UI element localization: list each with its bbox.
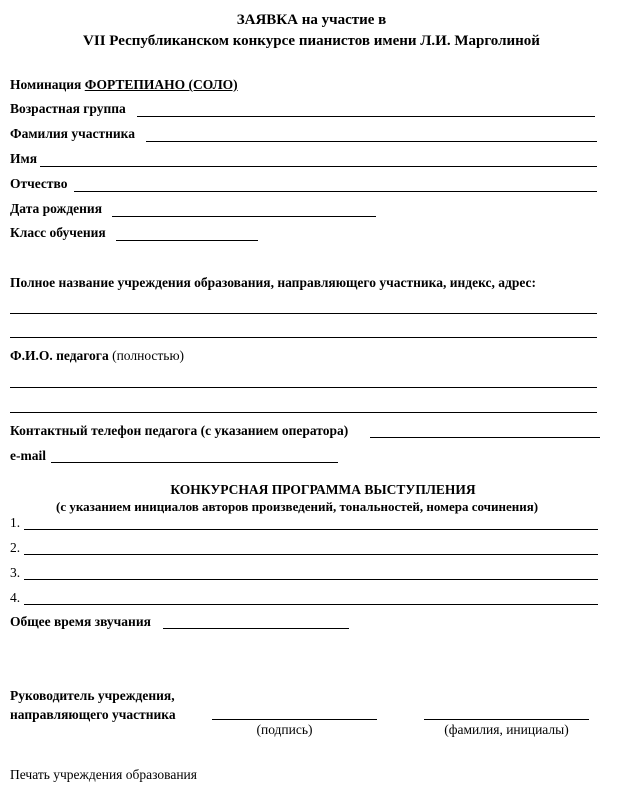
- head-label-line-1: Руководитель учреждения,: [10, 688, 175, 703]
- program-title: КОНКУРСНАЯ ПРОГРАММА ВЫСТУПЛЕНИЯ: [170, 482, 476, 497]
- name-field[interactable]: [40, 166, 597, 167]
- program-item-number: 2.: [10, 540, 21, 555]
- patronymic-field[interactable]: [74, 191, 597, 192]
- teacher-label-row: [10, 348, 184, 364]
- teacher-label-note: (полностью): [108, 348, 185, 363]
- surname-label: Фамилия участника: [10, 126, 135, 141]
- program-item-number: 3.: [10, 565, 21, 580]
- institution-field-line-1[interactable]: [10, 313, 597, 314]
- institution-label: Полное название учреждения образования, направляющего участника, индекс, адрес:: [10, 275, 536, 290]
- program-item-field-3[interactable]: [24, 579, 598, 580]
- email-field[interactable]: [51, 462, 338, 463]
- study-class-label: Класс обучения: [10, 225, 106, 240]
- birth-date-field[interactable]: [112, 216, 376, 217]
- teacher-phone-label: Контактный телефон педагога (с указанием оператора): [10, 423, 349, 438]
- total-time-field[interactable]: [163, 628, 349, 629]
- birth-date-label: Дата рождения: [10, 201, 103, 216]
- teacher-label: Ф.И.О. педагога: [10, 348, 109, 363]
- head-label-line-2: направляющего участника: [10, 707, 176, 722]
- total-time-label: Общее время звучания: [10, 614, 151, 629]
- study-class-field[interactable]: [116, 240, 258, 241]
- signature-caption: (подпись): [256, 722, 313, 737]
- email-label: e-mail: [10, 448, 46, 463]
- teacher-phone-field[interactable]: [370, 437, 600, 438]
- name-label: Имя: [10, 151, 37, 166]
- teacher-field-line-2[interactable]: [10, 412, 597, 413]
- head-name-field[interactable]: [424, 719, 589, 720]
- surname-field[interactable]: [146, 141, 597, 142]
- program-item-number: 4.: [10, 590, 21, 605]
- program-item-number: 1.: [10, 515, 21, 530]
- nomination-value: ФОРТЕПИАНО (СОЛО): [84, 77, 238, 92]
- program-subtitle: (с указанием инициалов авторов произведений, тональностей, номера сочинения): [56, 499, 539, 514]
- nomination-label: Номинация: [10, 77, 85, 92]
- nomination-row: [10, 77, 238, 93]
- program-item-field-4[interactable]: [24, 604, 598, 605]
- program-item-field-2[interactable]: [24, 554, 598, 555]
- name-caption: (фамилия, инициалы): [444, 722, 569, 737]
- age-group-field[interactable]: [137, 116, 595, 117]
- form-title: ЗАЯВКА на участие в: [236, 12, 387, 28]
- stamp-label: Печать учреждения образования: [10, 767, 197, 782]
- institution-field-line-2[interactable]: [10, 337, 597, 338]
- signature-field[interactable]: [212, 719, 377, 720]
- competition-title: VII Республиканском конкурсе пианистов имени Л.И. Марголиной: [83, 33, 540, 49]
- patronymic-label: Отчество: [10, 176, 68, 191]
- age-group-label: Возрастная группа: [10, 101, 126, 116]
- teacher-field-line-1[interactable]: [10, 387, 597, 388]
- program-item-field-1[interactable]: [24, 529, 598, 530]
